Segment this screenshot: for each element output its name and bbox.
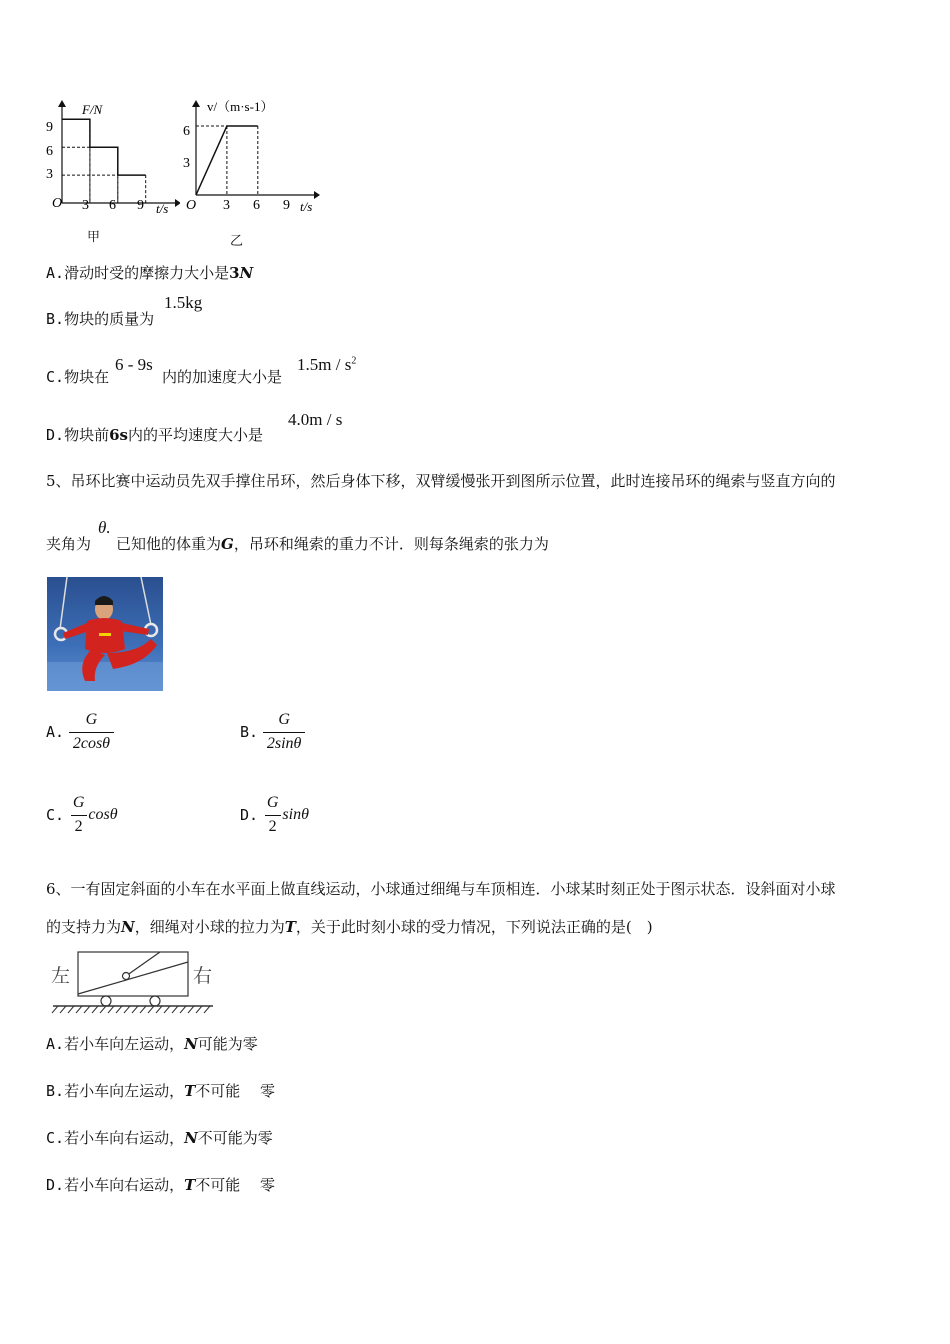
option-prefix: C. [46,368,65,386]
q6-stem-line1: 6、一有固定斜面的小车在水平面上做直线运动，小球通过细绳与车顶相连．小球某时刻正处于图示状态．设斜面对小球 [46,880,836,898]
hatch-mark [156,1006,162,1013]
x-axis-label: t/s [156,201,169,216]
stem-var-t: T [284,918,296,936]
incline [78,962,188,994]
q5-theta: θ. [98,518,111,537]
q6-option-c [46,1127,273,1148]
option-text: 物块的质量为 [64,310,155,328]
x-axis-arrow [314,191,320,199]
option-time: 6s [109,426,128,444]
graph-yi [182,95,327,220]
y-tick-6: 6 [46,144,53,159]
hatch-mark [132,1006,138,1013]
option-text: 若小车向右运动， [64,1129,185,1147]
fraction [69,794,89,836]
q5-stem-line2 [116,533,549,554]
wheel-left [101,996,111,1006]
option-text: 物块在 [64,368,110,386]
option-text: 滑动时受的摩擦力大小是 [64,264,230,282]
q4-option-c-math [297,355,356,375]
stem-text3: ，关于此时刻小球的受力情况，下列说法正确的是( ) [295,918,653,936]
q6-stem-line2 [46,916,653,937]
q4-option-c-range: 6 - 9s [115,355,153,374]
q4-option-b [46,308,154,329]
hatch-mark [148,1006,154,1013]
option-var: T [184,1176,196,1194]
option-text: 若小车向左运动， [64,1035,185,1053]
option-tail: cosθ [88,806,118,823]
q6-option-a [46,1033,258,1054]
cart-figure [48,948,218,1016]
hatch-mark [60,1006,66,1013]
option-text2: 可能为零 [197,1035,258,1053]
option-text: 若小车向左运动， [64,1082,185,1100]
stem-text2: ，细绳对小球的拉力为 [134,918,285,936]
option-prefix: B. [46,310,65,328]
q5-option-c [46,794,118,836]
accel-value: 1.5m / s [297,355,352,374]
option-var: N [184,1129,198,1147]
fraction [263,711,306,753]
option-prefix: D. [46,426,65,444]
q5-option-b [240,711,305,753]
option-value: 3 [229,264,240,282]
q5-option-d [240,794,309,836]
x-axis-arrow [175,199,180,207]
x-tick-6: 6 [253,198,260,213]
option-tail: sinθ [282,806,309,823]
hatch-mark [100,1006,106,1013]
fraction-denominator: 2 [265,815,281,836]
hatch-mark [164,1006,170,1013]
fraction-numerator: G [266,794,279,811]
fraction-denominator: 2 [71,815,87,836]
fraction-numerator: G [85,711,98,728]
hatch-mark [76,1006,82,1013]
option-prefix: B. [240,723,259,741]
y-tick-9: 9 [46,120,53,135]
ball [123,973,130,980]
hatch-mark [196,1006,202,1013]
fraction-numerator: G [72,794,85,811]
hatch-mark [68,1006,74,1013]
q6-option-b [46,1080,275,1101]
hatch-mark [52,1006,58,1013]
option-prefix: A. [46,723,65,741]
option-var: N [184,1035,198,1053]
fraction [263,794,283,836]
y-axis-arrow [192,100,200,107]
graph-yi-caption: 乙 [230,233,244,248]
stem-var-n: N [121,918,135,936]
wheel-right [150,996,160,1006]
y-axis-arrow [58,100,66,107]
option-prefix: A. [46,1035,65,1053]
x-tick-9: 9 [137,198,144,213]
accel-exponent: 2 [351,355,357,367]
q4-option-d [46,424,263,445]
q5-stem-line2a: 夹角为 [46,535,92,553]
hatch-mark [204,1006,210,1013]
q4-option-c [46,366,109,387]
option-prefix: D. [240,806,259,824]
x-axis-label: t/s [300,199,313,214]
x-tick-9: 9 [283,198,290,213]
graph-jia [40,95,180,220]
option-prefix: D. [46,1176,65,1194]
hatch-mark [108,1006,114,1013]
hatch-mark [172,1006,178,1013]
y-tick-3: 3 [46,167,53,182]
option-prefix: B. [46,1082,65,1100]
option-prefix: A. [46,264,65,282]
option-text2: 不可能 零 [195,1082,276,1100]
y-tick-6: 6 [183,124,190,139]
hatch-mark [180,1006,186,1013]
option-unit: N [239,264,254,282]
option-text2: 不可能为零 [197,1129,273,1147]
hatch-mark [84,1006,90,1013]
ground-hatching [52,1006,210,1013]
stem-text2: ，吊环和绳索的重力不计．则每条绳索的张力为 [233,535,549,553]
hatch-mark [188,1006,194,1013]
origin-label: O [186,198,197,213]
stem-text: 的支持力为 [46,918,122,936]
fraction-denominator: 2cosθ [69,732,114,753]
q5-option-a [46,711,114,753]
option-text2: 内的平均速度大小是 [127,426,263,444]
guide-lines [196,126,258,195]
hatch-mark [92,1006,98,1013]
fraction-denominator: 2sinθ [263,732,306,753]
x-tick-3: 3 [223,198,230,213]
q4-option-a [46,262,253,283]
option-text: 物块前 [64,426,110,444]
fraction [69,711,114,753]
q5-stem-line1: 5、吊环比赛中运动员先双手撑住吊环，然后身体下移，双臂缓慢张开到图所示位置，此时连接吊环的绳索与竖直方向的 [46,472,836,490]
option-prefix: C. [46,806,65,824]
hatch-mark [140,1006,146,1013]
origin-label: O [52,196,63,211]
y-tick-3: 3 [183,156,190,171]
option-var: T [184,1082,196,1100]
y-axis-label: F/N [82,102,103,117]
fraction-numerator: G [278,711,290,728]
q6-option-d [46,1174,275,1195]
option-prefix: C. [46,1129,65,1147]
option-text2: 不可能 零 [195,1176,276,1194]
option-text: 若小车向右运动， [64,1176,185,1194]
q4-option-d-math: 4.0m / s [288,410,343,429]
hatch-mark [116,1006,122,1013]
x-tick-3: 3 [82,198,89,213]
q4-option-c-text2: 内的加速度大小是 [162,368,283,386]
string [126,952,160,976]
graph-jia-caption: 甲 [87,229,101,244]
stem-text: 已知他的体重为 [116,535,222,553]
hatch-mark [124,1006,130,1013]
label-left: 左 [51,966,71,987]
q4-option-b-math: 1.5kg [164,293,203,312]
stem-var-g: G [221,535,234,553]
guide-lines [62,119,146,203]
label-right: 右 [193,966,213,987]
y-axis-label: v/（m·s-1） [207,99,274,114]
gymnast-photo [47,577,163,691]
x-tick-6: 6 [109,198,116,213]
